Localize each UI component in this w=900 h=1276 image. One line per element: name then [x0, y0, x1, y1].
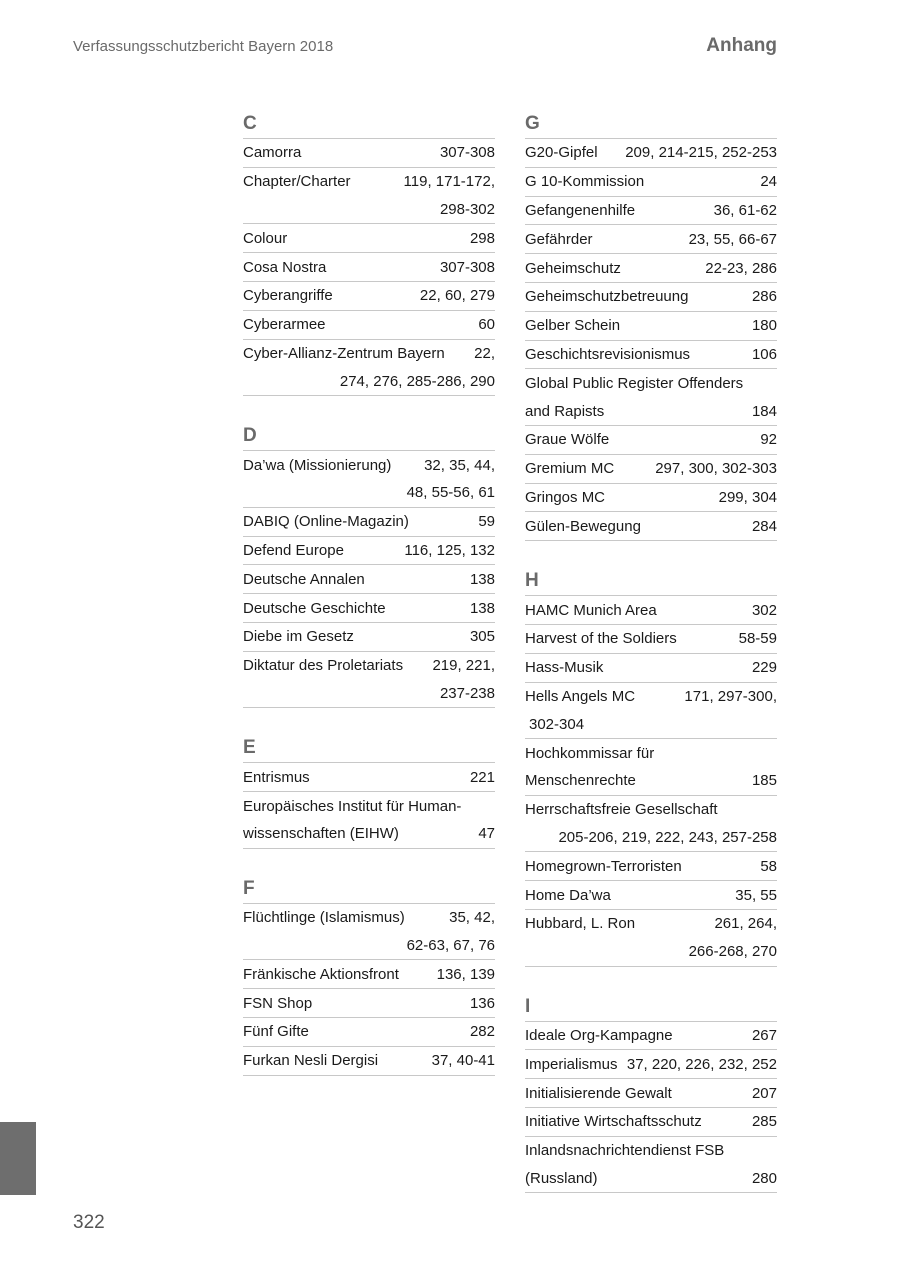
index-entry — [243, 623, 495, 652]
entry-pages: 136 — [469, 994, 495, 1012]
entry-line — [525, 1050, 777, 1078]
index-entry — [525, 796, 777, 853]
entry-line — [525, 654, 777, 682]
entry-line — [243, 820, 495, 848]
entry-line — [243, 537, 495, 565]
index-entry — [525, 484, 777, 513]
entry-line — [243, 792, 495, 820]
entry-pages: 274, 276, 285-286, 290 — [339, 372, 495, 390]
entry-term: Herrschaftsfreie Gesellschaft — [525, 801, 718, 819]
entry-pages: 298-302 — [439, 200, 495, 218]
entry-line — [525, 739, 777, 767]
entry-term: Entrismus — [243, 768, 310, 786]
entry-line — [525, 683, 777, 711]
index-section — [525, 993, 777, 1194]
entry-line — [525, 1022, 777, 1050]
entry-term: G20-Gipfel — [525, 144, 598, 162]
entry-term: Graue Wölfe — [525, 431, 610, 449]
entry-line — [243, 367, 495, 395]
index-entry — [525, 283, 777, 312]
entry-line — [525, 938, 777, 966]
entry-pages: 261, 264, — [714, 915, 777, 933]
index-entry — [525, 1022, 777, 1051]
entry-line — [525, 312, 777, 340]
entry-line — [525, 881, 777, 909]
entry-pages: 48, 55-56, 61 — [406, 484, 495, 502]
entry-line — [243, 479, 495, 507]
entry-line — [243, 311, 495, 339]
entry-term: Gringos MC — [525, 488, 606, 506]
index-section — [243, 734, 495, 848]
entry-pages: 299, 304 — [718, 488, 777, 506]
entry-pages: 58-59 — [738, 630, 777, 648]
page-number: 322 — [73, 1212, 105, 1233]
index-entry — [243, 652, 495, 709]
entry-pages: 35, 42, — [449, 909, 495, 927]
index-entry — [243, 139, 495, 168]
entry-pages: 219, 221, — [432, 657, 495, 675]
entry-line — [525, 283, 777, 311]
entry-pages: 307-308 — [439, 258, 495, 276]
entry-line — [243, 253, 495, 281]
section-letter: E — [243, 734, 495, 763]
entry-pages: 92 — [760, 431, 777, 449]
entry-pages: 229 — [751, 659, 777, 677]
entry-term: Ideale Org-Kampagne — [525, 1026, 673, 1044]
section-title: Anhang — [706, 35, 777, 56]
entry-term: Cosa Nostra — [243, 258, 327, 276]
entry-term: wissenschaften (EIHW) — [243, 825, 399, 843]
entry-line — [243, 282, 495, 310]
entry-pages: 62-63, 67, 76 — [406, 936, 495, 954]
entry-pages: 298 — [469, 229, 495, 247]
entry-pages: 119, 171-172, — [403, 173, 495, 191]
entry-line — [525, 455, 777, 483]
index-section — [243, 875, 495, 1076]
index-entry — [243, 311, 495, 340]
entry-pages: 58 — [760, 857, 777, 875]
index-entry — [243, 763, 495, 792]
entry-pages: 22, — [474, 344, 495, 362]
entry-term: HAMC Munich Area — [525, 601, 657, 619]
entry-pages: 237-238 — [439, 684, 495, 702]
index-entry — [525, 197, 777, 226]
entry-term: G 10-Kommission — [525, 173, 645, 191]
entry-line — [525, 625, 777, 653]
section-letter: C — [243, 110, 495, 139]
entry-term: Homegrown-Terroristen — [525, 857, 682, 875]
entry-line — [243, 565, 495, 593]
entry-term: Colour — [243, 229, 288, 247]
entry-line — [525, 1079, 777, 1107]
index-entry — [525, 139, 777, 168]
entry-pages: 280 — [751, 1169, 777, 1187]
entry-term: Gefährder — [525, 230, 593, 248]
entry-pages: 22-23, 286 — [705, 259, 777, 277]
entry-pages: 209, 214-215, 252-253 — [625, 144, 777, 162]
index-entry — [243, 224, 495, 253]
entry-line — [525, 1165, 777, 1193]
index-entry — [525, 852, 777, 881]
entry-pages: 36, 61-62 — [713, 201, 777, 219]
index-entry — [243, 508, 495, 537]
entry-term: Hass-Musik — [525, 659, 604, 677]
entry-term: Cyberangriffe — [243, 287, 333, 305]
index-entry — [243, 282, 495, 311]
index-entry — [525, 1137, 777, 1194]
entry-line — [525, 369, 777, 397]
running-head: Verfassungsschutzbericht Bayern 2018 — [73, 38, 334, 55]
entry-line — [525, 168, 777, 196]
entry-line — [525, 139, 777, 167]
entry-term: Imperialismus — [525, 1055, 618, 1073]
entry-pages: 302 — [751, 601, 777, 619]
index-entry — [525, 312, 777, 341]
section-letter: H — [525, 567, 777, 596]
entry-line — [525, 426, 777, 454]
entry-pages: 171, 297-300, — [684, 687, 777, 705]
entry-pages: 60 — [478, 316, 495, 334]
index-entry — [525, 341, 777, 370]
entry-term: Hells Angels MC — [525, 687, 636, 705]
entry-pages: 286 — [751, 288, 777, 306]
entry-line — [525, 254, 777, 282]
entry-line — [525, 225, 777, 253]
entry-term: Initiative Wirtschaftsschutz — [525, 1113, 702, 1131]
entry-pages: 185 — [751, 772, 777, 790]
entry-pages: 136, 139 — [436, 965, 495, 983]
index-entry — [525, 225, 777, 254]
section-letter: D — [243, 422, 495, 451]
entry-term: Gremium MC — [525, 460, 615, 478]
index-entry — [243, 168, 495, 225]
entry-line — [243, 594, 495, 622]
entry-pages: 285 — [751, 1113, 777, 1131]
entry-line — [243, 168, 495, 196]
entry-term: Deutsche Geschichte — [243, 599, 386, 617]
entry-line — [243, 763, 495, 791]
entry-pages: 284 — [751, 517, 777, 535]
entry-pages: 297, 300, 302-303 — [655, 460, 777, 478]
index-entry — [525, 739, 777, 796]
index-entry — [525, 369, 777, 426]
entry-term: Hubbard, L. Ron — [525, 915, 636, 933]
entry-term: Gülen-Bewegung — [525, 517, 641, 535]
entry-pages: 138 — [469, 570, 495, 588]
entry-line — [243, 196, 495, 224]
entry-pages: 138 — [469, 599, 495, 617]
entry-line — [243, 1018, 495, 1046]
entry-pages: 221 — [469, 768, 495, 786]
entry-term: Gefangenenhilfe — [525, 201, 636, 219]
entry-pages: 23, 55, 66-67 — [688, 230, 777, 248]
entry-line — [525, 796, 777, 824]
index-entry — [525, 512, 777, 541]
entry-line — [525, 1108, 777, 1136]
entry-line — [243, 623, 495, 651]
entry-term: Europäisches Institut für Human- — [243, 797, 462, 815]
entry-line — [525, 910, 777, 938]
entry-line — [525, 596, 777, 624]
section-letter: F — [243, 875, 495, 904]
entry-term: Flüchtlinge (Islamismus) — [243, 909, 405, 927]
entry-term: Harvest of the Soldiers — [525, 630, 677, 648]
entry-term: Cyberarmee — [243, 316, 326, 334]
entry-term: Fränkische Aktionsfront — [243, 965, 399, 983]
index-entry — [525, 654, 777, 683]
entry-line — [525, 512, 777, 540]
index-entry — [243, 792, 495, 849]
index-entry — [525, 426, 777, 455]
index-entry — [525, 683, 777, 740]
page-tab-marker — [0, 1122, 36, 1195]
entry-line — [243, 989, 495, 1017]
index-entry — [243, 1018, 495, 1047]
index-entry — [243, 904, 495, 961]
entry-term: Geschichtsrevisionismus — [525, 345, 691, 363]
index-entry — [243, 565, 495, 594]
entry-pages: 37, 40-41 — [431, 1052, 495, 1070]
entry-line — [243, 904, 495, 932]
index-entry — [243, 253, 495, 282]
entry-term: Geheimschutz — [525, 259, 621, 277]
entry-pages: 305 — [469, 628, 495, 646]
entry-term: Furkan Nesli Dergisi — [243, 1052, 379, 1070]
entry-line — [525, 710, 777, 738]
index-entry — [525, 596, 777, 625]
entry-term: FSN Shop — [243, 994, 313, 1012]
index-entry — [525, 1079, 777, 1108]
entry-term: Cyber-Allianz-Zentrum Bayern — [243, 344, 445, 362]
entry-line — [243, 340, 495, 368]
entry-term: Gelber Schein — [525, 317, 621, 335]
index-section — [243, 422, 495, 708]
index-section — [525, 110, 777, 541]
entry-line — [243, 224, 495, 252]
entry-term: Fünf Gifte — [243, 1023, 309, 1041]
section-letter: I — [525, 993, 777, 1022]
entry-pages: 59 — [478, 513, 495, 531]
index-entry — [525, 168, 777, 197]
entry-term: 302-304 — [529, 715, 585, 733]
entry-pages: 32, 35, 44, — [424, 456, 495, 474]
entry-term: Initialisierende Gewalt — [525, 1084, 672, 1102]
entry-pages: 180 — [751, 317, 777, 335]
index-entry — [243, 451, 495, 508]
index-entry — [243, 340, 495, 397]
entry-term: Geheimschutzbetreuung — [525, 288, 689, 306]
entry-line — [525, 1137, 777, 1165]
entry-line — [243, 1047, 495, 1075]
entry-line — [243, 508, 495, 536]
index-section — [525, 567, 777, 966]
entry-pages: 35, 55 — [735, 886, 777, 904]
index-entry — [525, 455, 777, 484]
entry-term: Inlandsnachrichtendienst FSB — [525, 1142, 725, 1160]
entry-term: and Rapists — [525, 402, 605, 420]
entry-line — [243, 932, 495, 960]
entry-line — [525, 197, 777, 225]
index-entry — [243, 989, 495, 1018]
entry-pages: 184 — [751, 402, 777, 420]
entry-pages: 37, 220, 226, 232, 252 — [626, 1055, 777, 1073]
entry-line — [243, 680, 495, 708]
index-section — [243, 110, 495, 396]
entry-line — [525, 852, 777, 880]
entry-pages: 47 — [478, 825, 495, 843]
entry-line — [525, 767, 777, 795]
entry-line — [243, 960, 495, 988]
entry-term: Defend Europe — [243, 541, 344, 559]
index-entry — [525, 881, 777, 910]
index-column-right — [525, 110, 777, 1219]
entry-line — [243, 451, 495, 479]
entry-line — [525, 341, 777, 369]
index-entry — [525, 1050, 777, 1079]
entry-line — [525, 824, 777, 852]
index-entry — [525, 625, 777, 654]
entry-pages: 116, 125, 132 — [404, 541, 495, 559]
entry-pages: 266-268, 270 — [688, 943, 777, 961]
entry-term: Diebe im Gesetz — [243, 628, 354, 646]
index-entry — [525, 1108, 777, 1137]
entry-line — [243, 652, 495, 680]
entry-term: Global Public Register Offenders — [525, 374, 744, 392]
entry-term: DABIQ (Online-Magazin) — [243, 513, 409, 531]
index-entry — [243, 537, 495, 566]
index-entry — [243, 960, 495, 989]
entry-term: Da’wa (Missionierung) — [243, 456, 392, 474]
entry-term: Menschenrechte — [525, 772, 636, 790]
entry-pages: 106 — [751, 345, 777, 363]
entry-pages: 205-206, 219, 222, 243, 257-258 — [558, 828, 777, 846]
entry-term: Hochkommissar für — [525, 744, 655, 762]
entry-line — [525, 484, 777, 512]
entry-term: Home Da’wa — [525, 886, 611, 904]
index-entry — [243, 1047, 495, 1076]
entry-pages: 24 — [760, 173, 777, 191]
entry-line — [243, 139, 495, 167]
entry-pages: 267 — [751, 1026, 777, 1044]
entry-term: Deutsche Annalen — [243, 570, 365, 588]
entry-pages: 22, 60, 279 — [419, 287, 495, 305]
index-entry — [243, 594, 495, 623]
entry-pages: 282 — [469, 1023, 495, 1041]
entry-term: Chapter/Charter — [243, 173, 351, 191]
index-entry — [525, 254, 777, 283]
section-letter: G — [525, 110, 777, 139]
entry-term: Diktatur des Proletariats — [243, 657, 404, 675]
entry-term: (Russland) — [525, 1169, 598, 1187]
index-column-left — [243, 110, 495, 1102]
entry-line — [525, 397, 777, 425]
index-entry — [525, 910, 777, 967]
entry-pages: 207 — [751, 1084, 777, 1102]
entry-term: Camorra — [243, 144, 302, 162]
entry-pages: 307-308 — [439, 144, 495, 162]
